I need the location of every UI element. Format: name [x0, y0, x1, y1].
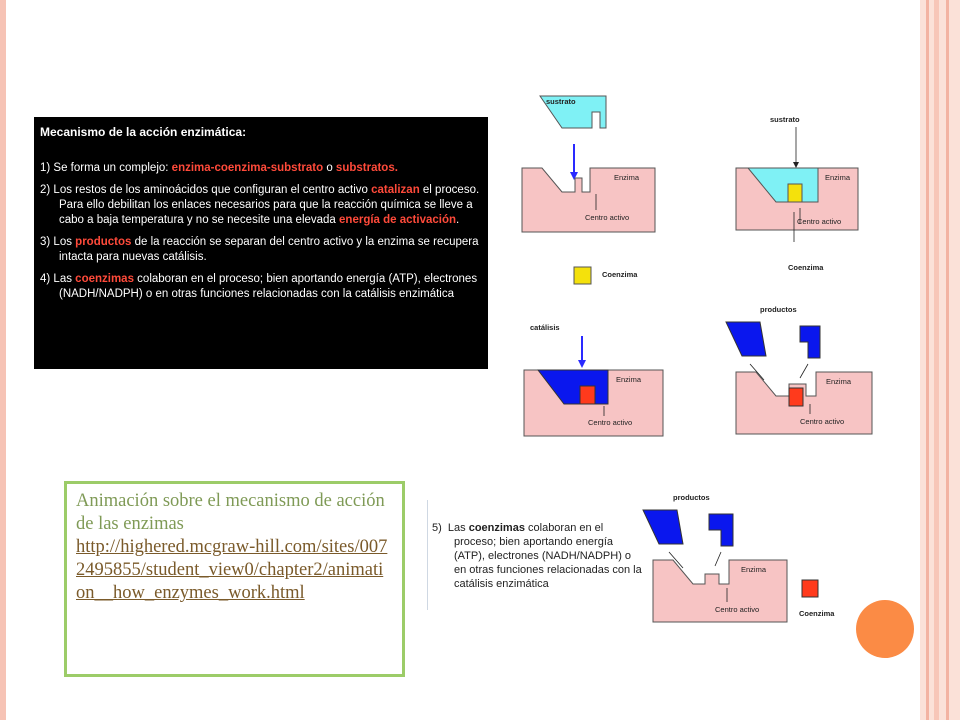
step5-number: 5) [432, 522, 442, 534]
point-2-highlight: catalizan [371, 184, 420, 196]
label-centro-activo: Centro activo [585, 213, 630, 222]
label-enzima: Enzima [825, 173, 851, 182]
point-1-text: o [323, 162, 336, 174]
label-centro-activo: Centro activo [715, 605, 760, 614]
point-2-text: . [456, 214, 460, 226]
animation-link-box [64, 481, 405, 677]
arrow-head [578, 360, 586, 368]
label-productos: productos [760, 305, 797, 314]
pointer-line [715, 552, 721, 566]
coenzyme-red [580, 386, 595, 404]
panel-heading: Mecanismo de la acción enzimática: [40, 125, 247, 139]
label-centro-activo: Centro activo [797, 217, 842, 226]
diagram-catalysis [518, 318, 678, 443]
label-sustrato: sustrato [770, 115, 800, 124]
point-3-text: de la reacción se separan del centro activo y la enzima se recupera intacta para nuevas catálisis. [59, 236, 479, 263]
border-stripe [926, 0, 929, 720]
pointer-line [800, 364, 808, 378]
point-4 [40, 272, 482, 302]
label-centro-activo: Centro activo [800, 417, 845, 426]
border-stripe [934, 0, 939, 720]
animation-title: Animación sobre el mecanismo de acción de las enzimas [76, 491, 385, 534]
label-enzima: Enzima [826, 377, 852, 386]
point-4-highlight: coenzimas [75, 273, 134, 285]
label-coenzima: Coenzima [788, 263, 824, 272]
point-2-highlight: energía de activación [339, 214, 456, 226]
point-4-text: 4) Las [40, 273, 76, 285]
enzyme-mechanism-panel [34, 117, 488, 369]
label-catalisis: catálisis [530, 323, 560, 332]
diagram-substrate-approach [518, 92, 678, 287]
step5-part: Las [447, 522, 469, 534]
coenzyme-yellow [574, 267, 591, 284]
slide-right-border [920, 0, 960, 720]
step5-divider [427, 500, 428, 610]
label-productos: productos [673, 493, 710, 502]
point-3 [40, 235, 482, 265]
point-3-text: 3) Los [40, 236, 76, 248]
product-shape [800, 326, 820, 358]
product-shape [643, 510, 683, 544]
label-centro-activo: Centro activo [588, 418, 633, 427]
point-1-highlight: substratos. [335, 162, 398, 174]
coenzyme-red [789, 388, 803, 406]
product-shape [709, 514, 733, 546]
border-stripe [946, 0, 949, 720]
point-2-text: el proceso. Para ello debilitan los enlaces necesarios para que la reacción química se lleve a cabo a baja temperatura y no se necesite una elevada [59, 184, 480, 226]
point-2 [40, 183, 482, 228]
animation-link[interactable]: http://highered.mcgraw-hill.com/sites/0072495855/student_view0/chapter2/animation__how_enzymes_work.html [76, 537, 388, 603]
step5-highlight: coenzimas [468, 522, 525, 534]
point-1-highlight: enzima-coenzima-substrato [171, 162, 324, 174]
coenzyme-red [802, 580, 818, 597]
point-1-text: 1) Se forma un complejo: [40, 162, 172, 174]
step5-part: colaboran en el proceso; bien aportando energía (ATP), electrones (NADH/NADPH) o en otras funciones relacionadas con la catálisis enzimática [454, 522, 642, 590]
point-2-text: 2) Los restos de los aminoácidos que configuran el centro activo [40, 184, 372, 196]
slide-left-border [0, 0, 6, 720]
product-shape [726, 322, 766, 356]
step5-text [432, 521, 644, 591]
point-4-text: colaboran en el proceso; bien aportando energía (ATP), electrones (NADH/NADPH) o en otras funciones relacionadas con la catálisis enzimática [59, 273, 478, 300]
diagram-complex [730, 112, 905, 277]
diagram-step5 [635, 488, 850, 633]
coenzyme-yellow [788, 184, 802, 202]
label-coenzima: Coenzima [602, 270, 638, 279]
label-enzima: Enzima [741, 565, 767, 574]
decorative-orange-circle [856, 600, 914, 658]
point-3-highlight: productos [75, 236, 132, 248]
label-coenzima: Coenzima [799, 609, 835, 618]
label-sustrato: sustrato [546, 97, 576, 106]
label-enzima: Enzima [616, 375, 642, 384]
point-1 [40, 161, 482, 176]
diagram-products [720, 300, 880, 445]
pointer-head [793, 162, 799, 168]
label-enzima: Enzima [614, 173, 640, 182]
